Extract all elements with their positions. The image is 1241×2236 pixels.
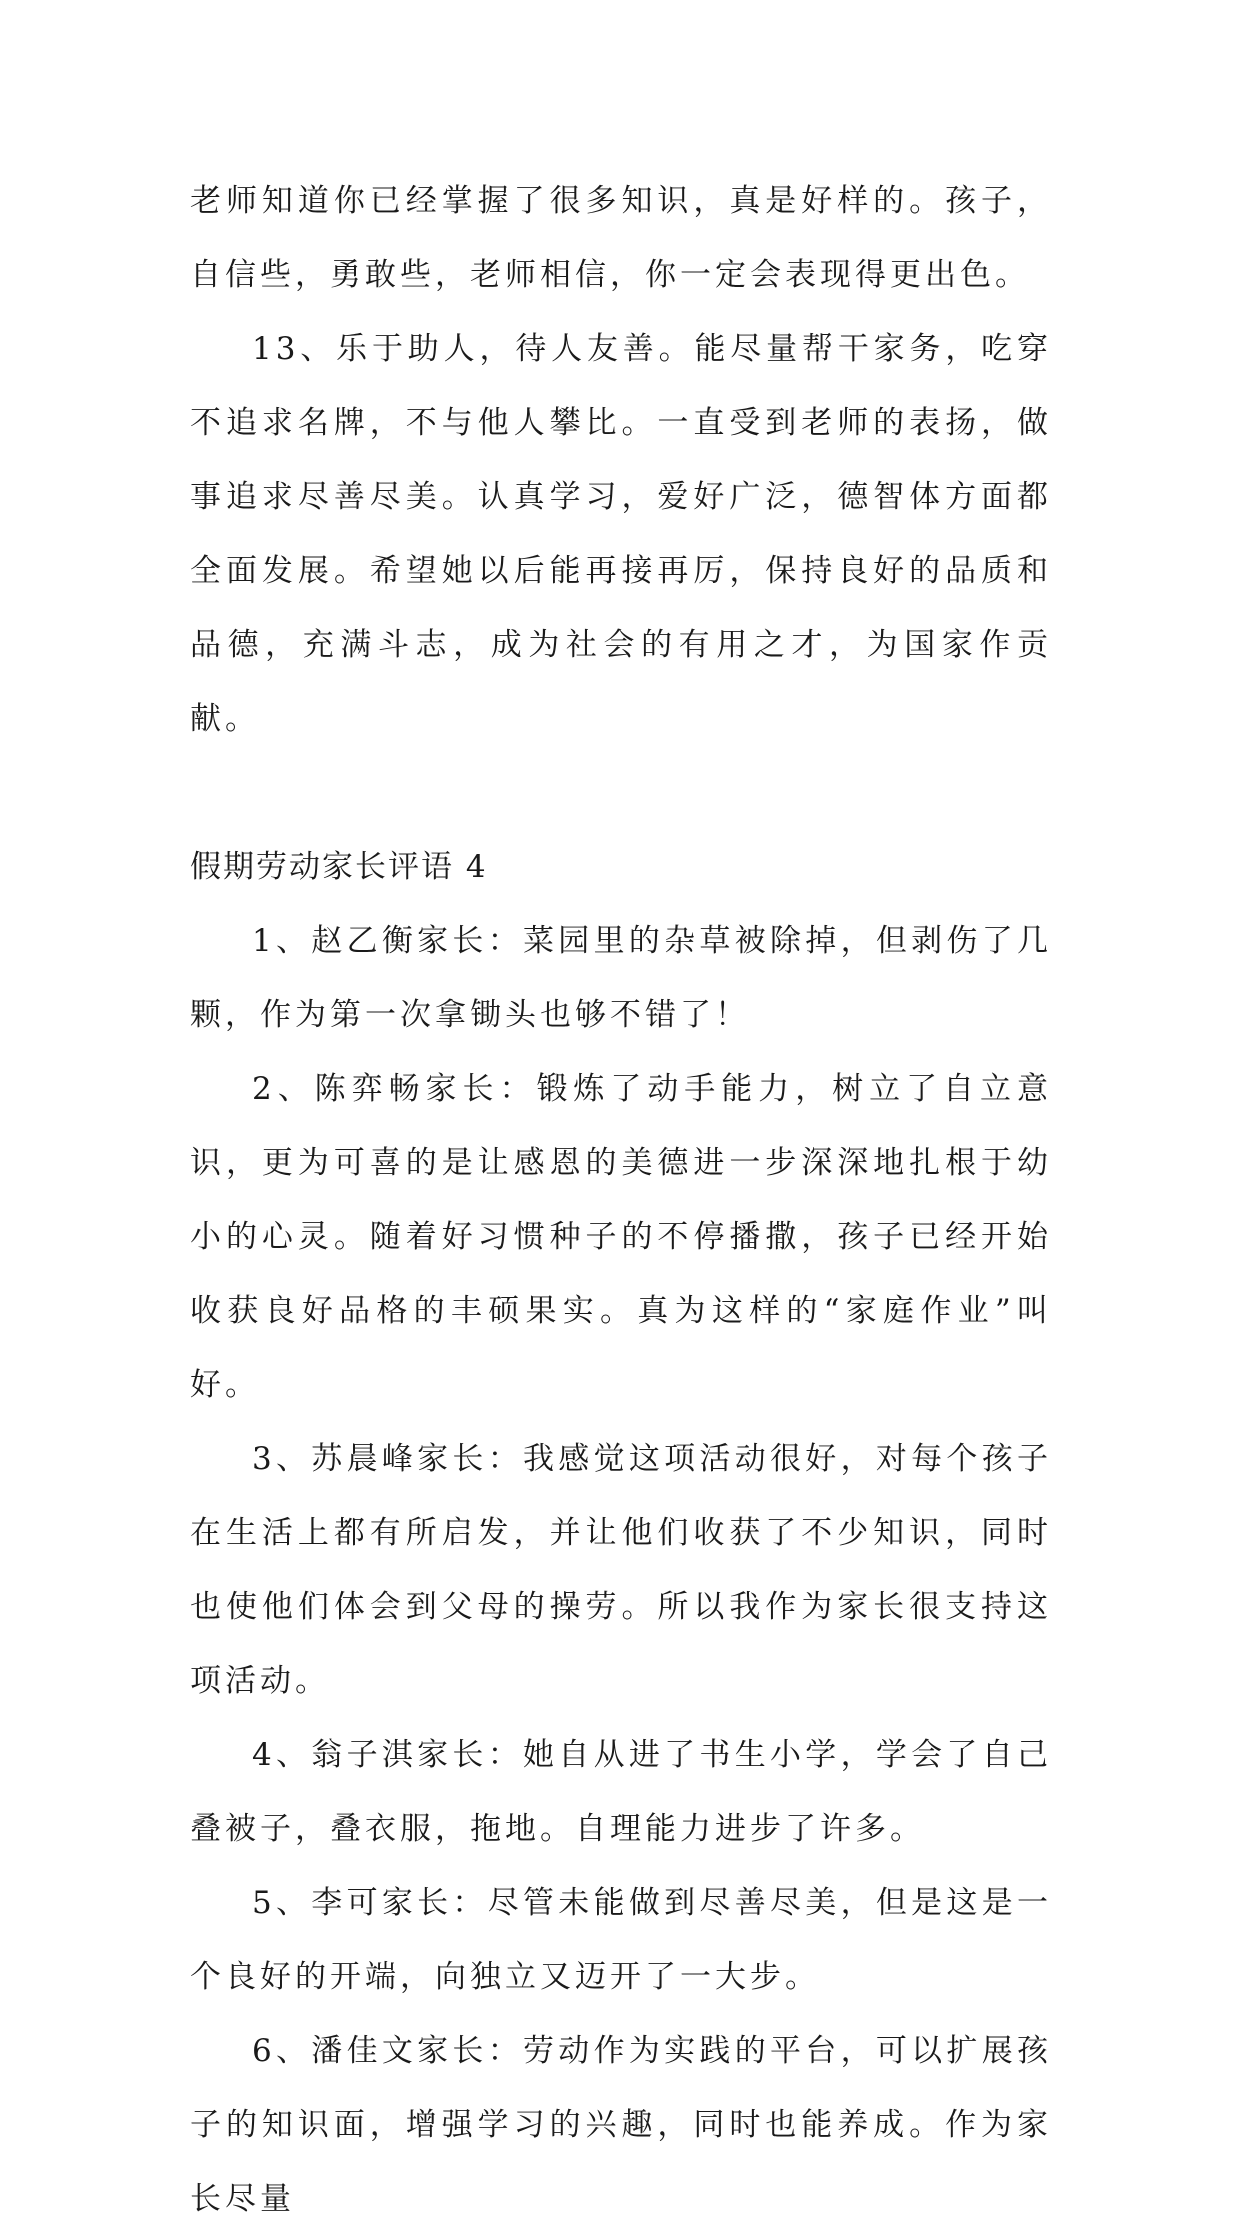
parent-comment-5: 5、李可家长：尽管未能做到尽善尽美，但是这是一个良好的开端，向独立又迈开了一大步。 bbox=[190, 1885, 1052, 1995]
section-heading: 假期劳动家长评语 4 bbox=[190, 849, 488, 885]
parent-comment-3: 3、苏晨峰家长：我感觉这项活动很好，对每个孩子在生活上都有所启发，并让他们收获了不少知识，同时也使他们体会到父母的操劳。所以我作为家长很支持这项活动。 bbox=[190, 1441, 1052, 1699]
continuation-paragraph: 老师知道你已经掌握了很多知识，真是好样的。孩子，自信些，勇敢些，老师相信，你一定会表现得更出色。 bbox=[190, 183, 1052, 293]
parent-comment-4: 4、翁子淇家长：她自从进了书生小学，学会了自己叠被子，叠衣服，拖地。自理能力进步了许多。 bbox=[190, 1737, 1052, 1847]
paragraph-13: 13、乐于助人，待人友善。能尽量帮干家务，吃穿不追求名牌，不与他人攀比。一直受到老师的表扬，做事追求尽善尽美。认真学习，爱好广泛，德智体方面都全面发展。希望她以后能再接再厉，保持良好的品质和品德，充满斗志，成为社会的有用之才，为国家作贡献。 bbox=[190, 331, 1052, 737]
parent-comment-6: 6、潘佳文家长：劳动作为实践的平台，可以扩展孩子的知识面，增强学习的兴趣，同时也能养成。作为家长尽量 bbox=[190, 2033, 1052, 2217]
parent-comment-1: 1、赵乙衡家长：菜园里的杂草被除掉，但剥伤了几颗，作为第一次拿锄头也够不错了！ bbox=[190, 923, 1052, 1033]
parent-comment-2: 2、陈弈畅家长：锻炼了动手能力，树立了自立意识，更为可喜的是让感恩的美德进一步深深地扎根于幼小的心灵。随着好习惯种子的不停播撒，孩子已经开始收获良好品格的丰硕果实。真为这样的“家庭作业”叫好。 bbox=[190, 1071, 1052, 1403]
document-body bbox=[190, 164, 1052, 2236]
